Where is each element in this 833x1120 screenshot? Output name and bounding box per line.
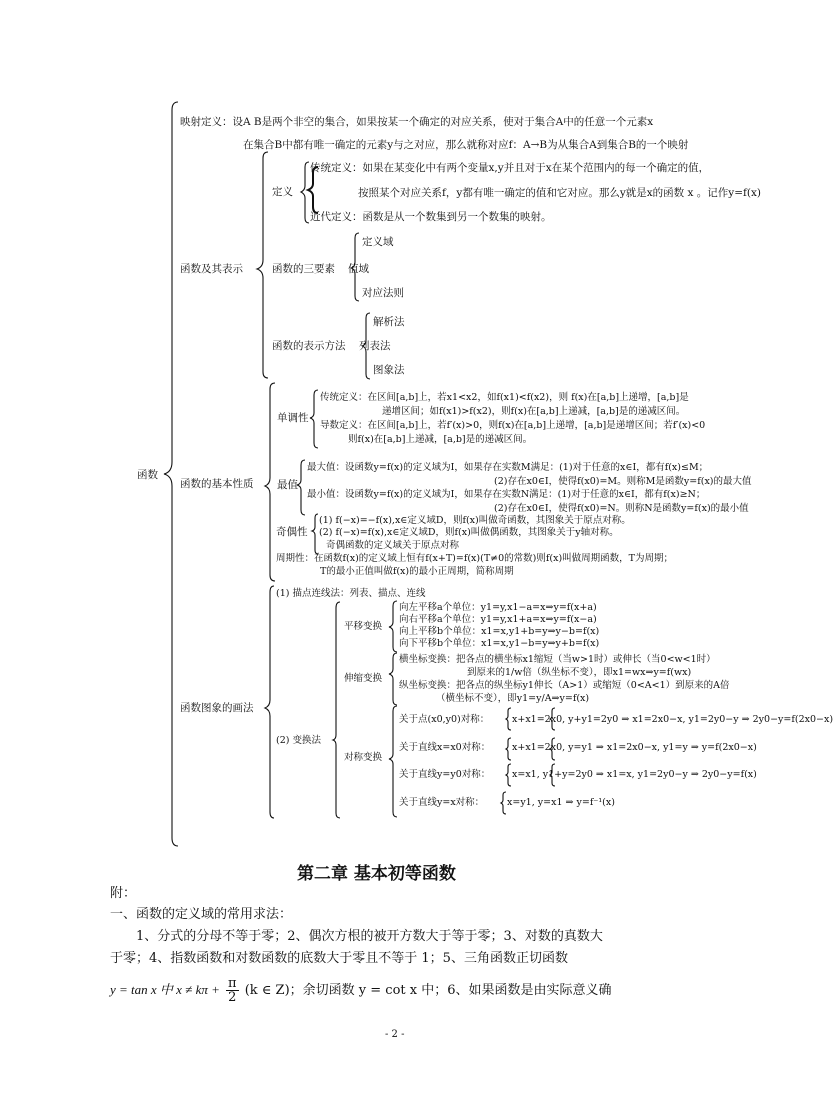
scaling-line: 到原来的1/w倍（纵坐标不变），即x1=wx⇒y=f(wx) <box>467 667 692 678</box>
periodic-line: T的最小正值叫做f(x)的最小正周期，简称周期 <box>320 566 514 577</box>
extremum-line: (2)存在x0∈I，使得f(x0)=N。则称N是函数y=f(x)的最小值 <box>494 503 749 514</box>
symmetry-item-label: 关于点(x0,y0)对称： <box>399 714 490 725</box>
graphing-method-2: (2) 变换法 <box>276 735 321 746</box>
elements-item: 值域 <box>348 263 369 275</box>
extremum-label: 最值 <box>277 479 298 491</box>
root-label: 函数 <box>137 469 158 481</box>
translation-line: 向左平移a个单位：y1=y,x1−a=x⇒y=f(x+a) <box>399 602 597 613</box>
scaling-label: 伸缩变换 <box>344 673 383 684</box>
symmetry-item-label: 关于直线x=x0对称： <box>399 742 491 753</box>
monotonic-line: 则f(x)在[a,b]上递减，[a,b]是的递减区间。 <box>348 434 533 445</box>
parity-line: 奇偶函数的定义域关于原点对称 <box>326 540 460 551</box>
graphing-label: 函数图象的画法 <box>180 702 254 714</box>
elements-label: 函数的三要素 <box>272 263 335 275</box>
extremum-line: (2)存在x0∈I，使得f(x0)=M。则称M是函数y=f(x)的最大值 <box>494 476 752 487</box>
translation-label: 平移变换 <box>344 621 383 632</box>
monotonic-label: 单调性 <box>277 412 309 424</box>
monotonic-line: 导数定义：在区间[a,b]上，若f′(x)>0，则f(x)在[a,b]上递增，[a,b]是递增区间；若f′(x)<0 <box>320 420 706 431</box>
parity-label: 奇偶性 <box>276 526 308 538</box>
methods-item: 列表法 <box>359 340 391 352</box>
symmetry-item-formula: x=x1, y1+y=2y0 ⇒ x1=x, y1=2y0−y ⇒ 2y0−y=f(x) <box>512 769 757 780</box>
fraction-denominator: 2 <box>228 990 237 1005</box>
symmetry-item-formula: x=y1, y=x1 ⇒ y=f⁻¹(x) <box>507 797 615 808</box>
extremum-line: 最小值：设函数y=f(x)的定义域为I，如果存在实数N满足：(1)对于任意的x∈I，都有f(x)≥N； <box>307 489 706 500</box>
definition-label: 定义 <box>272 186 293 198</box>
paragraph-line-formula <box>110 977 612 1004</box>
mapping-line-1: 映射定义：设A B是两个非空的集合，如果按某一个确定的对应关系，使对于集合A中的任意一个元素x <box>180 116 654 128</box>
representation-label: 函数及其表示 <box>180 263 243 275</box>
scaling-line: （横坐标不变），即y1=y/A⇒y=f(x) <box>436 693 590 704</box>
symmetry-item-formula: x+x1=2x0, y+y1=2y0 ⇒ x1=2x0−x, y1=2y0−y ⇒ 2y0−y=f(2x0−x) <box>512 714 833 725</box>
properties-label: 函数的基本性质 <box>180 478 254 490</box>
symmetry-label: 对称变换 <box>344 752 383 763</box>
methods-label: 函数的表示方法 <box>272 340 346 352</box>
monotonic-line: 传统定义：在区间[a,b]上，若x1<x2，如f(x1)<f(x2)，则 f(x)在[a,b]上递增，[a,b]是 <box>320 392 689 403</box>
extremum-line: 最大值：设函数y=f(x)的定义域为I，如果存在实数M满足：(1)对于任意的x∈I，都有f(x)≤M； <box>307 462 709 473</box>
fraction-numerator: π <box>228 976 237 991</box>
elements-item: 对应法则 <box>362 287 404 299</box>
definition-traditional-1: 传统定义：如果在某变化中有两个变量x,y并且对于x在某个范围内的每一个确定的值， <box>310 162 710 174</box>
translation-line: 向上平移b个单位：x1=x,y1+b=y⇒y−b=f(x) <box>399 626 600 637</box>
appendix-label: 附： <box>110 886 137 901</box>
scaling-line: 纵坐标变换：把各点的纵坐标y1伸长（A>1）或缩短（0<A<1）到原来的A倍 <box>399 680 730 691</box>
formula-text: y = tan x 中 x ≠ kπ + <box>110 982 220 997</box>
parity-line: (1) f(−x)=−f(x),x∈定义域D，则f(x)叫做奇函数，其图象关于原点对称。 <box>319 515 631 526</box>
symmetry-item-formula: x+x1=2x0, y=y1 ⇒ x1=2x0−x, y1=y ⇒ y=f(2x0−x) <box>512 742 757 753</box>
mapping-line-2: 在集合B中都有唯一确定的元素y与之对应，那么就称对应f：A→B为从集合A到集合B的一个映射 <box>243 139 689 151</box>
elements-item: 定义域 <box>362 236 394 248</box>
section-title: 一、函数的定义域的常用求法： <box>110 907 293 922</box>
definition-traditional-2: 按照某个对应关系f，y都有唯一确定的值和它对应。那么y就是x的函数 x 。记作y=f(x) <box>358 187 761 199</box>
definition-modern: 近代定义：函数是从一个数集到另一个数集的映射。 <box>310 211 552 223</box>
monotonic-line: 递增区间；如f(x1)>f(x2)，则f(x)在[a,b]上递减，[a,b]是的递减区间。 <box>382 406 686 417</box>
paragraph-line: 于零；4、指数函数和对数函数的底数大于零且不等于 1；5、三角函数正切函数 <box>110 951 568 966</box>
parity-line: (2) f(−x)=f(x),x∈定义域D，则f(x)叫做偶函数，其图象关于y轴对称。 <box>319 527 619 538</box>
methods-item: 解析法 <box>373 316 405 328</box>
translation-line: 向下平移b个单位：x1=x,y1−b=y⇒y+b=f(x) <box>399 638 600 649</box>
fraction <box>226 977 239 1004</box>
methods-item: 图象法 <box>373 364 405 376</box>
scaling-line: 横坐标变换：把各点的横坐标x1缩短（当w>1时）或伸长（当0<w<1时） <box>399 654 716 665</box>
symmetry-item-label: 关于直线y=x对称： <box>399 797 485 808</box>
page-number: - 2 - <box>385 1029 405 1040</box>
translation-line: 向右平移a个单位：y1=y,x1+a=x⇒y=f(x−a) <box>399 614 597 625</box>
chapter-title: 第二章 基本初等函数 <box>297 864 456 884</box>
symmetry-item-label: 关于直线y=y0对称： <box>399 769 491 780</box>
formula-rest: (k ∈ Z)；余切函数 y = cot x 中；6、如果函数是由实际意义确 <box>244 983 612 998</box>
paragraph-line: 1、分式的分母不等于零；2、偶次方根的被开方数大于等于零；3、对数的真数大 <box>136 929 603 944</box>
periodic-line: 周期性：在函数f(x)的定义域上恒有f(x+T)=f(x)(T≠0的常数)则f(x)叫做周期函数，T为周期； <box>276 553 673 564</box>
graphing-method-1: (1) 描点连线法：列表、描点、连线 <box>276 588 426 599</box>
